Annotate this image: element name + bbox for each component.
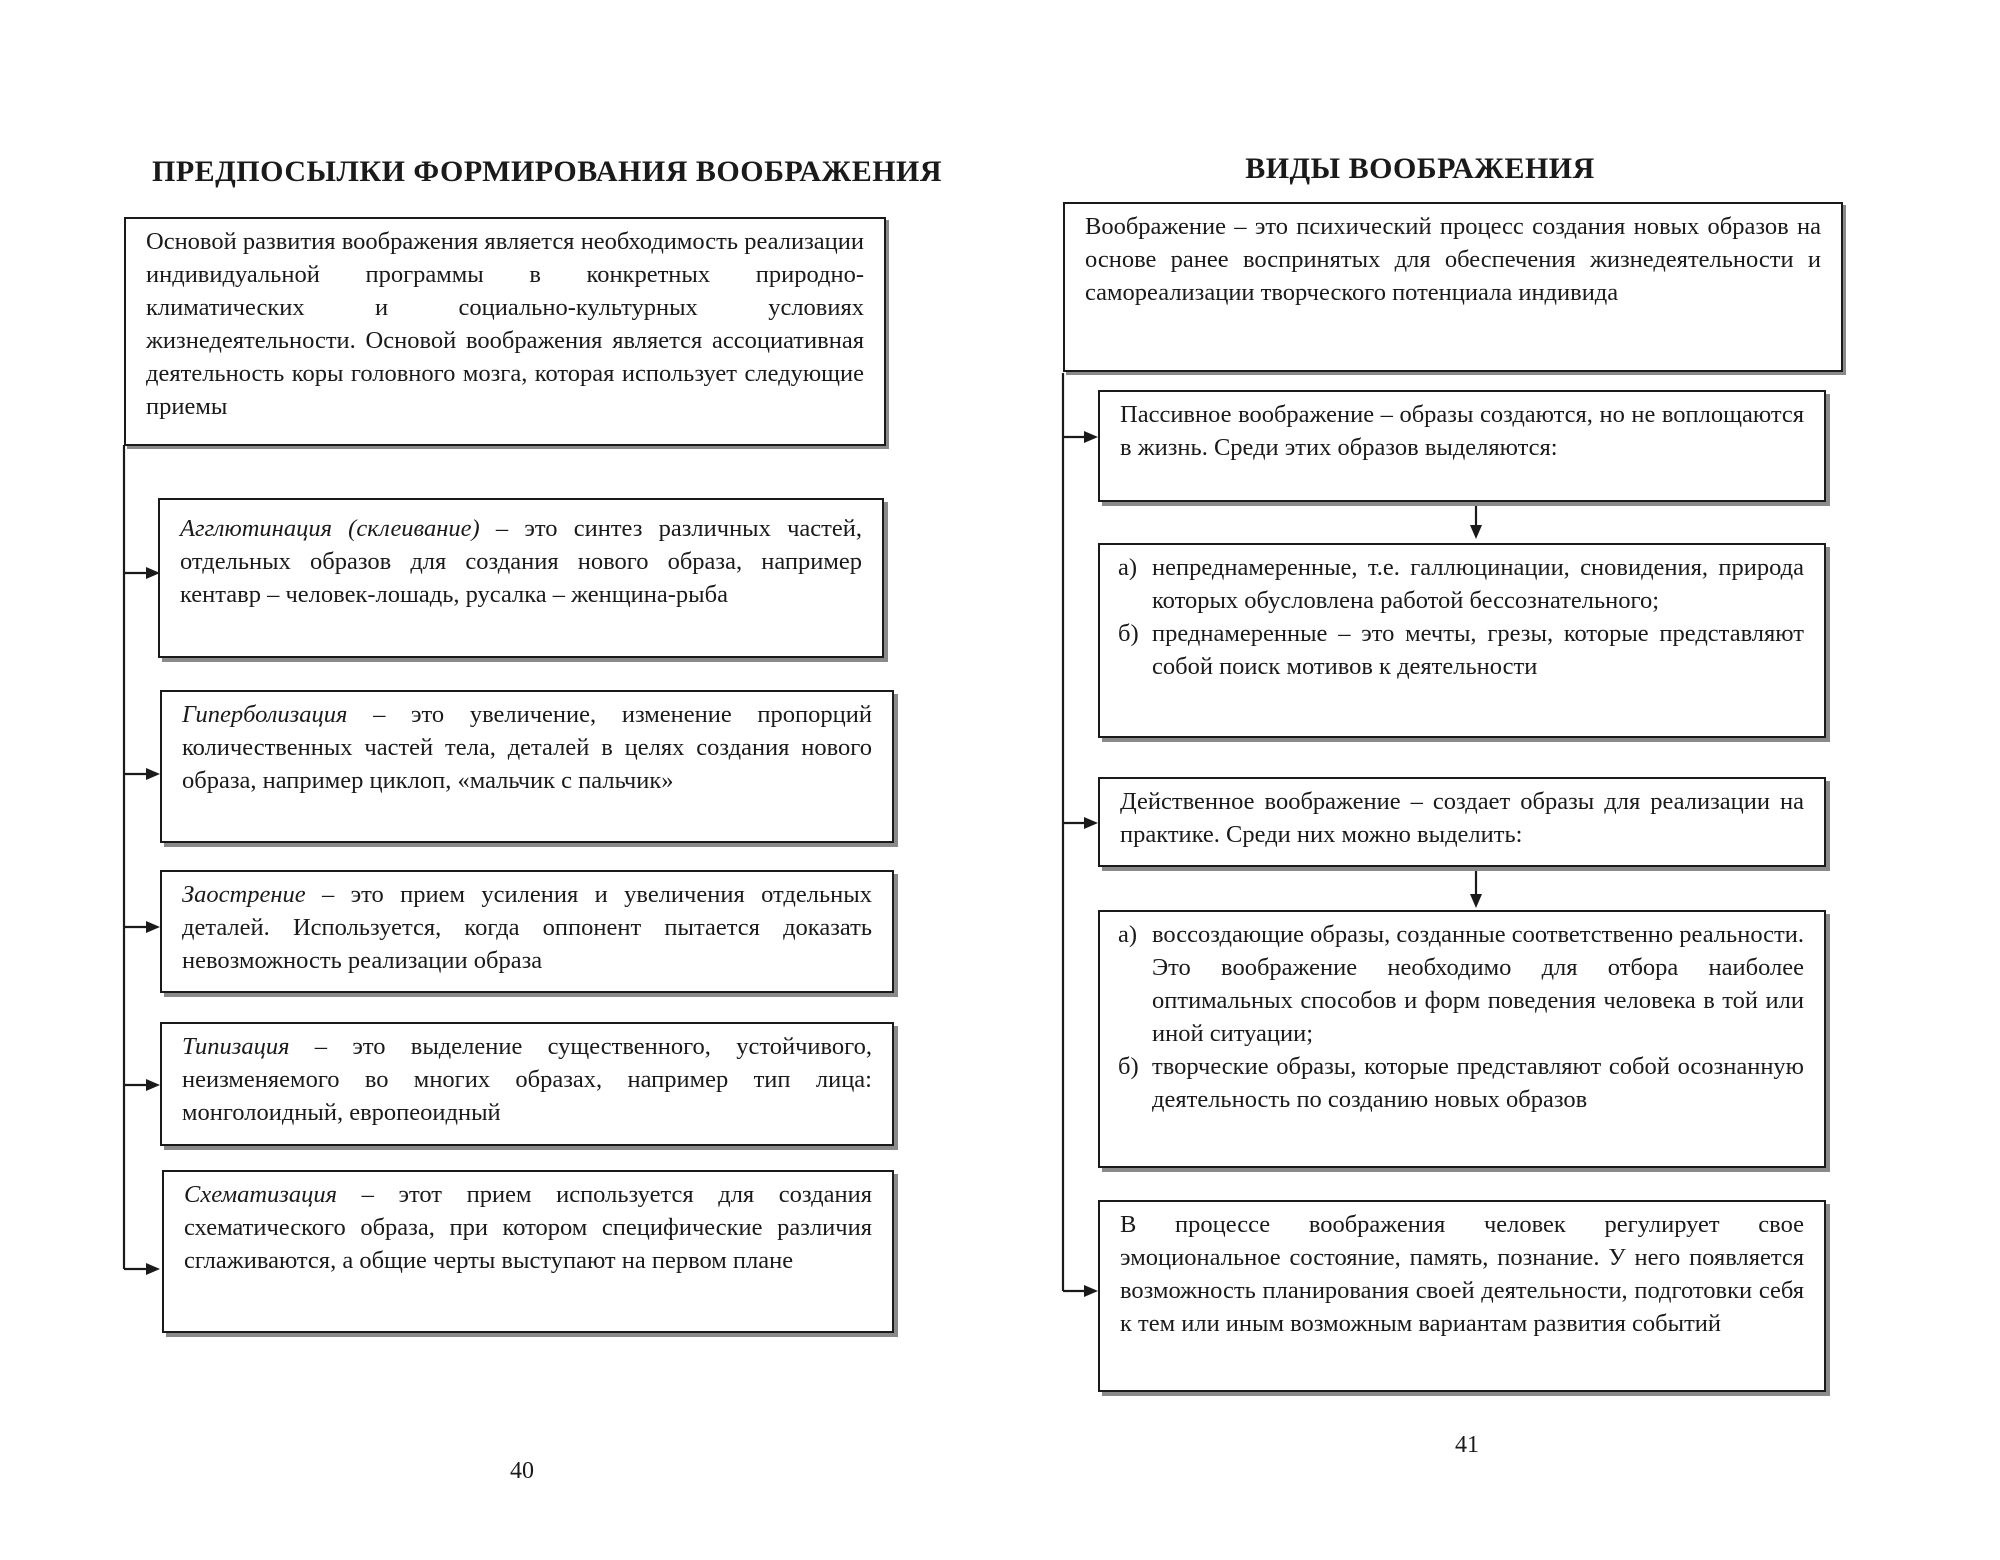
list-marker: б) <box>1118 620 1139 647</box>
left-page-number: 40 <box>510 1458 534 1484</box>
list-marker: б) <box>1118 1053 1139 1080</box>
list-text: преднамеренные – это мечты, грезы, которые представляют собой поиск мотивов к деятельности <box>1152 620 1804 680</box>
arrow-active-down-head <box>1470 894 1482 908</box>
passive-types-box <box>1098 543 1826 738</box>
active-heading: Действенное воображение – создает образы для реализации на практике. Среди них можно выделить: <box>1120 788 1804 848</box>
left-page-title: ПРЕДПОСЫЛКИ ФОРМИРОВАНИЯ ВООБРАЖЕНИЯ <box>152 155 943 188</box>
arrow-to-passive-head <box>1084 431 1098 443</box>
right-page-title: ВИДЫ ВООБРАЖЕНИЯ <box>1245 152 1595 185</box>
technique-term: Типизация <box>182 1033 290 1060</box>
technique-hyperbolization-box <box>160 690 894 843</box>
list-text: непреднамеренные, т.е. галлюцинации, сновидения, природа которых обусловлена работой бессознательного; <box>1152 554 1804 614</box>
arrow-to-schematization-head <box>146 1263 160 1275</box>
arrow-to-hyperbolization-head <box>146 768 160 780</box>
passive-imagination-box <box>1098 390 1826 502</box>
list-item <box>1118 918 1804 1050</box>
arrow-to-typification-head <box>146 1079 160 1091</box>
definition-text: Воображение – это психический процесс создания новых образов на основе ранее воспринятых для обеспечения жизнедеятельности и самореализации творческого потенциала индивида <box>1085 213 1821 306</box>
arrow-to-conclusion-head <box>1084 1285 1098 1297</box>
conclusion-box <box>1098 1200 1826 1392</box>
conclusion-text: В процессе воображения человек регулирует свое эмоциональное состояние, память, познание. У него появляется возможность планирования своей деятельности, подготовки себя к тем или иным возможным вариантам развития событий <box>1120 1211 1804 1337</box>
list-item <box>1118 551 1804 617</box>
intro-box <box>124 217 886 446</box>
list-item <box>1118 617 1804 683</box>
arrow-passive-down-head <box>1470 525 1482 539</box>
technique-sharpening-box <box>160 870 894 993</box>
arrow-to-active-head <box>1084 817 1098 829</box>
technique-schematization-box <box>162 1170 894 1333</box>
technique-term: Заострение <box>182 881 306 908</box>
technique-agglutination-box <box>158 498 884 658</box>
technique-text: – это выделение существенного, устойчивого, неизменяемого во многих образах, например тип лица: монголоидный, европеоидный <box>182 1033 872 1126</box>
technique-typification-box <box>160 1022 894 1146</box>
passive-heading: Пассивное воображение – образы создаются, но не воплощаются в жизнь. Среди этих образов выделяются: <box>1120 401 1804 461</box>
list-marker: а) <box>1118 554 1138 581</box>
technique-text: – это увеличение, изменение пропорций количественных частей тела, деталей в целях создания нового образа, например циклоп, «мальчик с пальчик» <box>182 701 872 794</box>
intro-text: Основой развития воображения является необходимость реализации индивидуальной программы в конкретных природно-климатических и социально-культурных условиях жизнедеятельности. Основой воображения является ассоциативная деятельность коры головного мозга, которая использует следующие приемы <box>146 228 864 420</box>
technique-term: Агглютинация (склеивание) <box>180 515 480 542</box>
technique-term: Гиперболизация <box>182 701 348 728</box>
active-imagination-box <box>1098 777 1826 867</box>
list-text: творческие образы, которые представляют собой осознанную деятельность по созданию новых образов <box>1152 1053 1804 1113</box>
right-page <box>1000 0 2000 1560</box>
definition-box <box>1063 202 1843 372</box>
technique-text: – этот прием используется для создания схематического образа, при котором специфические различия сглаживаются, а общие черты выступают на первом плане <box>184 1181 872 1274</box>
technique-text: – это синтез различных частей, отдельных образов для создания нового образа, например кентавр – человек-лошадь, русалка – женщина-рыба <box>180 515 862 608</box>
arrow-to-sharpening-head <box>146 921 160 933</box>
technique-term: Схематизация <box>184 1181 338 1208</box>
list-text: воссоздающие образы, созданные соответственно реальности. Это воображение необходимо для отбора наиболее оптимальных способов и форм поведения человека в той или иной ситуации; <box>1152 921 1804 1047</box>
list-item <box>1118 1050 1804 1116</box>
list-marker: а) <box>1118 921 1138 948</box>
technique-text: – это прием усиления и увеличения отдельных деталей. Используется, когда оппонент пытается доказать невозможность реализации образа <box>182 881 872 974</box>
active-types-box <box>1098 910 1826 1168</box>
right-page-number: 41 <box>1455 1432 1479 1458</box>
